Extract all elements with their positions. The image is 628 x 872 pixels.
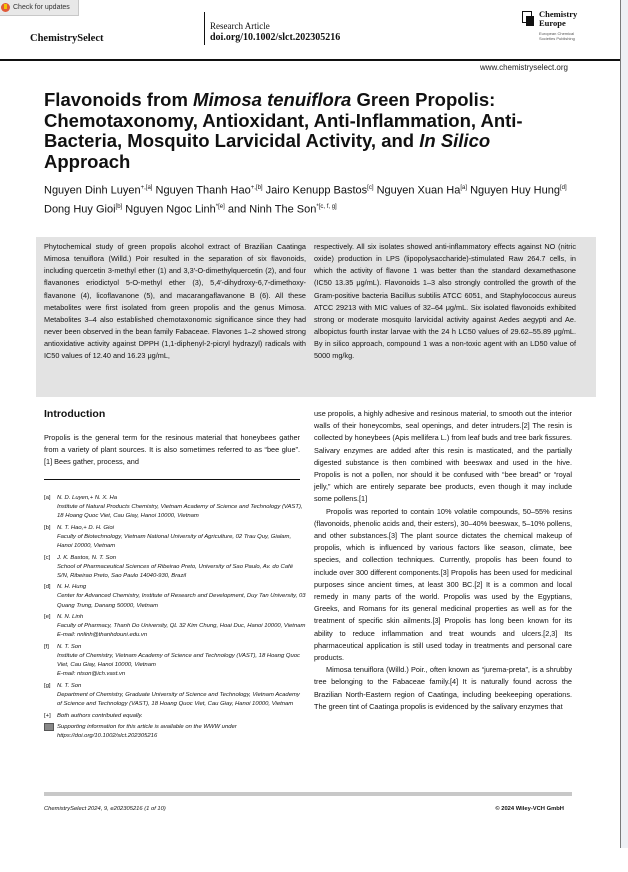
email-link[interactable]: E-mail: nnlinh@thanhdouni.edu.vn xyxy=(57,632,148,639)
journal-website-link[interactable]: www.chemistryselect.org xyxy=(479,63,568,72)
author: Ninh The Son xyxy=(249,203,317,216)
author: Dong Huy Gioi xyxy=(44,203,116,216)
email-link[interactable]: E-mail: ntson@ich.vast.vn xyxy=(57,671,126,678)
article-type: Research Article xyxy=(210,21,270,31)
intro-right-column xyxy=(314,408,572,713)
affiliation: [c] J. K. Bastos, N. T. Son School of Pharmaceutical Sciences of Ribeirao Preto, University of Sao Paulo, Av. do Café S/N, Ribeirao Preto, Sao Paulo 14040-930, Brazil xyxy=(44,554,293,579)
affiliation: [a] N. D. Luyen,+ N. X. Ha Institute of Natural Products Chemistry, Vietnam Academy of Science and Technology (VAST), 18 Hoang Quoc Viet, Cau Giay, Hanoi 10000, Vietnam xyxy=(44,495,303,520)
affiliation: [g] N. T. Son Department of Chemistry, Graduate University of Science and Technology, Vietnam Academy of Science and Technology (VAST), 18 Hoang Quoc Viet, Cau Giay, Hanoi 10000, Vietnam xyxy=(44,682,300,707)
abstract-right: respectively. All six isolates showed anti-inflammatory effects against NO (nitric oxide) production in LPS (lipopolysaccharide)-stimulated Raw 264.7 cells, in which the activity of flavone 1 was better than the standard dexamethasone (IC50 13.35 μg/mL). Flavonoids 1–3 also strongly controlled the growth of the Gram-positive bacteria Bacillus subtilis ATCC 6051, and Staphylococcus aureus ATCC 29213 with MIC values of 32–64 μg/mL. Six isolated flavonoids exhibited strong or moderate mosquito larvicidal activity against Aedes aegypti and Ae. albopictus fourth instar larvae with the 24 h LC50 values of 29.62–55.89 μg/mL. By in silico approach, compound 1 was a non-toxic agent with an LD50 value of 5000 mg/kg. xyxy=(314,242,576,361)
abstract-box xyxy=(36,237,596,397)
footer-copyright: © 2024 Wiley-VCH GmbH xyxy=(495,806,564,812)
paragraph: Mimosa tenuiflora (Willd.) Poir., often known as “jurema-preta”, is a shrubby tree belonging to the Fabaceae family.[4] It is naturally found across the Brazilian North-Eastern region of Caatinga, including beekeeping operations. The green tint of Caatinga propolis is evidenced by the salivary enzymes that xyxy=(314,665,572,711)
footer-bar xyxy=(44,792,572,796)
author: Nguyen Thanh Hao xyxy=(155,184,251,197)
affiliation: [d] N. H. Hung Center for Advanced Chemistry, Institute of Research and Development, Duy Tan University, 03 Quang Trung, Danang 50000, Vietnam xyxy=(44,584,306,609)
supporting-info-icon xyxy=(44,723,54,731)
check-for-updates-label: Check for updates xyxy=(13,4,70,11)
author: Nguyen Dinh Luyen xyxy=(44,184,141,197)
crossmark-icon xyxy=(1,3,10,12)
logo-subtext: European Chemical Societies Publishing xyxy=(539,31,575,41)
paragraph: use propolis, a highly adhesive and resinous material, to smooth out the interior walls of their honeycombs, seal openings, and deter intruders.[2] The resin is collected by honeybees (Apis mellifera L.) from leaf buds and tree bark fissures. Salivary enzymes are added after this resin is masticated, and the partially digested substance is then combined with beeswax and used in the hive. Propolis is not a pollen, nor should it be confused with “bee bread” or “royal jelly,” which are entirely separate bee products, even though it may include some pollens.[1] xyxy=(314,409,572,504)
supporting-info-note[interactable]: Supporting information for this article is available on the WWW under https://doi.org/10.1002/slct.202305216 xyxy=(44,723,306,741)
affiliation: [e] N. N. Linh Faculty of Pharmacy, Thanh Do University, QL 32 Kim Chung, Hoai Duc, Hanoi 10000, Vietnam E-mail: nnlinh@thanhdouni.edu.vn xyxy=(44,613,306,640)
header-divider xyxy=(204,12,205,45)
affiliations xyxy=(44,494,306,744)
journal-name: ChemistrySelect xyxy=(30,33,104,44)
logo-mark-icon xyxy=(522,11,534,26)
author: Nguyen Ngoc Linh xyxy=(125,203,216,216)
equal-contribution-note: [+] Both authors contributed equally. xyxy=(44,712,143,719)
paragraph: Propolis is the general term for the resinous material that honeybees gather from a variety of plant sources. It is also sometimes referred to as “bee glue”.[1] Bees gather, process, and xyxy=(44,433,300,467)
header-rule xyxy=(0,59,620,61)
footer-citation: ChemistrySelect 2024, 9, e202305216 (1 of 10) xyxy=(44,806,166,812)
affiliation: [b] N. T. Hao,+ D. H. Gioi Faculty of Biotechnology, Vietnam National University of Agriculture, 02 Trau Quy, Gialam, Hanoi 10000, Vietnam xyxy=(44,524,292,549)
article-info xyxy=(210,20,340,44)
author: Nguyen Huy Hung xyxy=(470,184,560,197)
abstract-left: Phytochemical study of green propolis alcohol extract of Brazilian Caatinga Mimosa tenuiflora (Willd.) Poir resulted in the separation of six flavonoids, including quercetin 3-methyl ether (1) and 3,3′-O-dimethylquercetin (2), and four flavanones eriodictyol 5-O-methyl ether (3), 5,4′-dihydroxy-6,7-dimethoxy-flavanone (4), licoflavanone (5), and macarangaflavanone B (6). All these metabolites were first isolated from green propolis and the genus Mimosa. Metabolites 3–4 also established chemotaxonomic significance since they had never been observed in the bean family Fabaceae. Flavones 1–2 showed strong antioxidative activity against DPPH (1,1-diphenyl-2-picryl hydrazyl) radicals with IC50 values of 12.40 and 16.23 μg/mL, xyxy=(44,242,306,361)
logo-text: Chemistry Europe xyxy=(539,9,578,28)
author: Jairo Kenupp Bastos xyxy=(265,184,368,197)
article-title: Flavonoids from Mimosa tenuiflora Green Propolis: Chemotaxonomy, Antioxidant, Anti-Inflammation, Anti-Bacteria, Mosquito Larvicidal Activity, and In Silico Approach xyxy=(44,89,523,172)
affiliation: [f] N. T. Son Institute of Chemistry, Vietnam Academy of Science and Technology (VAST), 18 Hoang Quoc Viet, Cau Giay, Hanoi 10000, Vietnam E-mail: ntson@ich.vast.vn xyxy=(44,643,306,679)
author: Nguyen Xuan Ha xyxy=(376,184,461,197)
paragraph: Propolis was reported to contain 10% volatile compounds, 50–55% resins (flavonoids, phenolic acids and, their esters), 30–40% beeswax, 5–10% pollens, and other substances.[3] The plant source dictates the chemical makeup of propolis, which is influenced by various factors like season, climate, bee species, and collection techniques. Currently, propolis has been found to include over 300 different components.[3] Propolis has been used for medicinal purposes since ancient times, at least 300 BC.[2] It is a common and local remedy in many parts of the world. Propolis was used by the Egyptians, Greeks, and Romans for its general medicinal properties as well as for the treatment of specific skin ailments.[3] Propolis has long been known for its ability to reduce inflammation and treat wounds and ulcers.[2,3] Its pharmaceutical application is still used today in treatments and personal care products. xyxy=(314,506,572,663)
doi-link[interactable]: doi.org/10.1002/slct.202305216 xyxy=(210,32,341,43)
intro-left-column xyxy=(44,432,300,469)
author-list: Nguyen Dinh Luyen$^{+,[a]}$ Nguyen Thanh Hao$^{+,[b]}$ Jairo Kenupp Bastos[c] Nguyen Xuan Ha[a] Nguyen Huy Hung[d] Dong Huy Gioi[b] Nguyen Ngoc Linh$^{*[e]}$ and Ninh The Son$^{*[c, f, g]}$ xyxy=(44,184,567,216)
viewer-scrollbar[interactable] xyxy=(621,0,628,848)
affiliation-rule xyxy=(44,479,300,480)
section-heading-introduction: Introduction xyxy=(44,408,106,420)
check-for-updates-button[interactable] xyxy=(0,0,79,16)
